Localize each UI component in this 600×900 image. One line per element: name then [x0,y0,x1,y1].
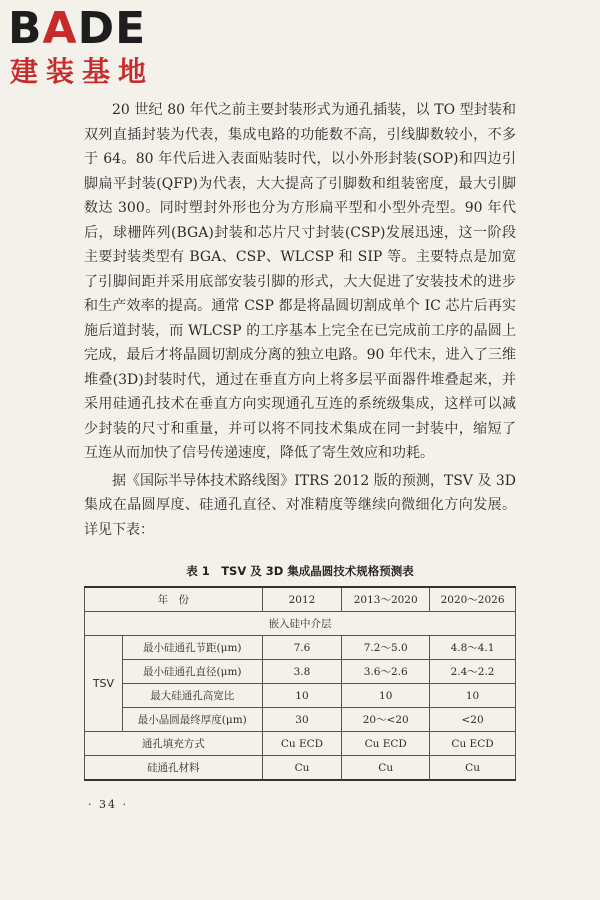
table-cell: 3.8 [262,660,342,684]
table-cell: Cu ECD [342,732,430,756]
row-label: 最大硅通孔高宽比 [122,684,262,708]
spec-table [84,586,516,781]
header-year: 年 份 [85,587,263,612]
table-cell: 10 [262,684,342,708]
section-label: 嵌入硅中介层 [85,612,516,636]
table-cell: 30 [262,708,342,732]
table-section-row [85,612,516,636]
table-cell: Cu ECD [262,732,342,756]
table-row [85,732,516,756]
logo-letters-de: DE [77,3,147,54]
row-label: 硅通孔材料 [85,756,263,781]
row-label: 最小硅通孔节距(μm) [122,636,262,660]
table-cell: 2.4～2.2 [430,660,516,684]
table-cell: 20～<20 [342,708,430,732]
logo-wordmark [8,3,147,54]
group-label: TSV [85,636,123,732]
table-row [85,660,516,684]
table-cell: 3.6～2.6 [342,660,430,684]
table-cell: Cu [262,756,342,781]
header-2013-2020: 2013～2020 [342,587,430,612]
table-cell: 7.2～5.0 [342,636,430,660]
table-header-row [85,587,516,612]
table-caption: 表 1 TSV 及 3D 集成晶圆技术规格预测表 [186,564,414,578]
logo-letter-a: A [42,3,78,54]
table-cell: 10 [430,684,516,708]
table-cell: Cu ECD [430,732,516,756]
table-row [85,708,516,732]
table-cell: Cu [430,756,516,781]
header-2012: 2012 [262,587,342,612]
paragraph-itrs: 据《国际半导体技术路线图》ITRS 2012 版的预测，TSV 及 3D 集成在晶圆厚度、硅通孔直径、对准精度等继续向微细化方向发展。详见下表： [84,472,516,538]
logo-subtitle: 建装基地 [10,55,155,88]
row-label: 通孔填充方式 [85,732,263,756]
table-cell: 7.6 [262,636,342,660]
table-cell: Cu [342,756,430,781]
row-label: 最小晶圆最终厚度(μm) [122,708,262,732]
table-row [85,756,516,781]
paragraph-history: 20 世纪 80 年代之前主要封装形式为通孔插装，以 TO 型封装和双列直插封装为代表，集成电路的功能数不高，引线脚数较小，不多于 64。80 年代后进入表面贴装时代，以小外形封装(SOP)和四边引脚扁平封装(QFP)为代表，大大提高了引脚数和组装密度，最大引脚数达 300。同时塑封外形也分为方形扁平型和小型外壳型。90 年代后，球栅阵列(BGA)封装和芯片尺寸封装(CSP)发展迅速，这一阶段主要封装类型有 BGA、CSP、WLCSP 和 SIP 等。主要特点是加宽了引脚间距并采用底部安装引脚的形式，大大促进了安装技术的进步和生产效率的提高。通常 CSP 都是将晶圆切割成单个 IC 芯片后再实施后道封装，而 WLCSP 的工序基本上完全在已完成前工序的晶圆上完成，最后才将晶圆切割成分离的独立电路。90 年代末，进入了三维堆叠(3D)封装时代，通过在垂直方向上将多层平面器件堆叠起来，并采用硅通孔技术在垂直方向实现通孔互连的系统级集成，这样可以减少封装的尺寸和重量，并可以将不同技术集成在同一封装中，缩短了互连从而加快了信号传递速度，降低了寄生效应和功耗。 [84,102,516,461]
page-number: · 34 · [88,798,128,811]
header-2020-2026: 2020～2026 [430,587,516,612]
table-cell: 10 [342,684,430,708]
table-cell: 4.8～4.1 [430,636,516,660]
row-label: 最小硅通孔直径(μm) [122,660,262,684]
table-cell: <20 [430,708,516,732]
body-text [84,98,516,542]
logo-letter-b: B [8,3,43,54]
logo [8,3,178,91]
table-row [85,636,516,660]
table-row [85,684,516,708]
